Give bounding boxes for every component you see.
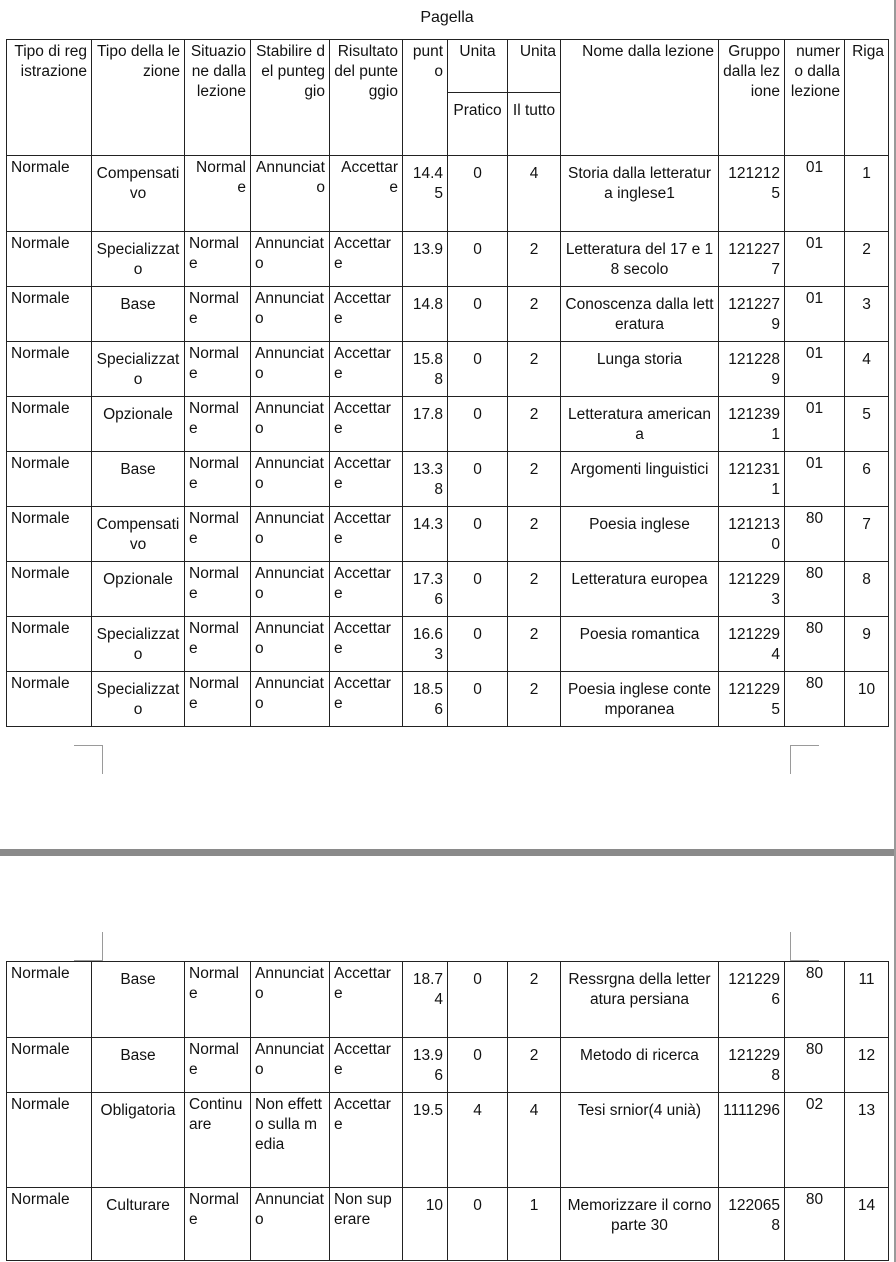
cell-situazione: Normale — [185, 1038, 251, 1093]
cell-stabilire: Annunciato — [251, 617, 330, 672]
header-unita-pratico: Pratico — [448, 93, 508, 156]
cell-gruppo: 1212295 — [719, 672, 785, 727]
cell-stabilire: Annunciato — [251, 287, 330, 342]
cell-nome-lezione: Letteratura del 17 e 18 secolo — [561, 232, 719, 287]
cell-stabilire: Annunciato — [251, 156, 330, 232]
cell-gruppo: 1212296 — [719, 962, 785, 1038]
cell-unita-tutto: 2 — [508, 672, 561, 727]
cell-gruppo: 1212293 — [719, 562, 785, 617]
cell-riga: 13 — [845, 1093, 889, 1188]
table-row — [7, 617, 889, 672]
cell-risultato: Accettare — [330, 452, 403, 507]
cell-unita-tutto: 4 — [508, 156, 561, 232]
cell-gruppo: 1212125 — [719, 156, 785, 232]
cell-unita-pratico: 0 — [448, 672, 508, 727]
cell-gruppo: 1212289 — [719, 342, 785, 397]
cell-numero: 80 — [785, 1188, 845, 1261]
page-margin-mark — [74, 745, 103, 774]
table-row — [7, 507, 889, 562]
cell-numero: 01 — [785, 156, 845, 232]
cell-gruppo: 1212294 — [719, 617, 785, 672]
cell-unita-tutto: 2 — [508, 617, 561, 672]
cell-nome-lezione: Memorizzare il corno parte 30 — [561, 1188, 719, 1261]
cell-numero: 01 — [785, 452, 845, 507]
cell-nome-lezione: Poesia romantica — [561, 617, 719, 672]
cell-numero: 02 — [785, 1093, 845, 1188]
cell-tipo-lezione: Obligatoria — [92, 1093, 185, 1188]
cell-unita-pratico: 0 — [448, 1188, 508, 1261]
cell-stabilire: Annunciato — [251, 507, 330, 562]
cell-unita-tutto: 2 — [508, 287, 561, 342]
cell-punto: 18.74 — [403, 962, 448, 1038]
cell-nome-lezione: Conoscenza dalla letteratura — [561, 287, 719, 342]
header-situazione: Situazione dalla lezione — [185, 40, 251, 156]
cell-gruppo: 1212277 — [719, 232, 785, 287]
cell-unita-pratico: 0 — [448, 962, 508, 1038]
cell-risultato: Accettare — [330, 562, 403, 617]
cell-numero: 80 — [785, 962, 845, 1038]
cell-unita-pratico: 0 — [448, 562, 508, 617]
cell-unita-pratico: 0 — [448, 617, 508, 672]
cell-punto: 13.9 — [403, 232, 448, 287]
cell-situazione: Normale — [185, 672, 251, 727]
cell-tipo-registrazione: Normale — [7, 397, 92, 452]
table-row — [7, 287, 889, 342]
cell-riga: 11 — [845, 962, 889, 1038]
header-stabilire: Stabilire del punteggio — [251, 40, 330, 156]
cell-tipo-registrazione: Normale — [7, 287, 92, 342]
header-tipo-lezione: Tipo della lezione — [92, 40, 185, 156]
cell-unita-tutto: 2 — [508, 507, 561, 562]
cell-tipo-registrazione: Normale — [7, 562, 92, 617]
cell-unita-tutto: 2 — [508, 342, 561, 397]
cell-gruppo: 1220658 — [719, 1188, 785, 1261]
cell-unita-pratico: 0 — [448, 287, 508, 342]
cell-situazione: Normale — [185, 962, 251, 1038]
cell-nome-lezione: Metodo di ricerca — [561, 1038, 719, 1093]
cell-risultato: Accettare — [330, 507, 403, 562]
cell-riga: 8 — [845, 562, 889, 617]
cell-tipo-registrazione: Normale — [7, 672, 92, 727]
cell-risultato: Accettare — [330, 397, 403, 452]
page-margin-mark — [74, 932, 103, 961]
cell-risultato: Accettare — [330, 156, 403, 232]
cell-tipo-lezione: Culturare — [92, 1188, 185, 1261]
page-margin-mark — [790, 932, 819, 961]
cell-riga: 10 — [845, 672, 889, 727]
cell-riga: 6 — [845, 452, 889, 507]
header-gruppo: Gruppo dalla lezione — [719, 40, 785, 156]
table-body-page-1 — [7, 156, 889, 727]
cell-risultato: Accettare — [330, 962, 403, 1038]
table-row — [7, 397, 889, 452]
cell-unita-pratico: 0 — [448, 156, 508, 232]
grades-table-page-2 — [6, 961, 889, 1261]
cell-numero: 01 — [785, 287, 845, 342]
cell-nome-lezione: Letteratura europea — [561, 562, 719, 617]
cell-nome-lezione: Ressrgna della letteratura persiana — [561, 962, 719, 1038]
cell-riga: 1 — [845, 156, 889, 232]
header-punto: punto — [403, 40, 448, 156]
cell-unita-tutto: 2 — [508, 452, 561, 507]
cell-tipo-registrazione: Normale — [7, 1093, 92, 1188]
cell-situazione: Normale — [185, 617, 251, 672]
table-row — [7, 962, 889, 1038]
cell-punto: 14.8 — [403, 287, 448, 342]
cell-nome-lezione: Poesia inglese contemporanea — [561, 672, 719, 727]
cell-numero: 80 — [785, 617, 845, 672]
cell-tipo-lezione: Compensativo — [92, 156, 185, 232]
cell-unita-pratico: 4 — [448, 1093, 508, 1188]
cell-nome-lezione: Storia dalla letteratura inglese1 — [561, 156, 719, 232]
header-riga: Riga — [845, 40, 889, 156]
header-unita-tutto-top: Unita — [508, 40, 561, 93]
cell-punto: 16.63 — [403, 617, 448, 672]
header-unita-pratico-top: Unita — [448, 40, 508, 93]
cell-tipo-lezione: Opzionale — [92, 397, 185, 452]
table-row — [7, 562, 889, 617]
cell-punto: 15.88 — [403, 342, 448, 397]
cell-punto: 18.56 — [403, 672, 448, 727]
cell-numero: 80 — [785, 1038, 845, 1093]
cell-riga: 4 — [845, 342, 889, 397]
cell-situazione: Normale — [185, 507, 251, 562]
cell-unita-tutto: 2 — [508, 562, 561, 617]
cell-stabilire: Annunciato — [251, 962, 330, 1038]
cell-nome-lezione: Argomenti linguistici — [561, 452, 719, 507]
cell-numero: 80 — [785, 562, 845, 617]
page-break-separator — [0, 849, 896, 856]
header-numero: numero dalla lezione — [785, 40, 845, 156]
cell-unita-pratico: 0 — [448, 232, 508, 287]
cell-riga: 2 — [845, 232, 889, 287]
cell-gruppo: 1212311 — [719, 452, 785, 507]
cell-stabilire: Annunciato — [251, 397, 330, 452]
cell-punto: 14.3 — [403, 507, 448, 562]
table-row — [7, 232, 889, 287]
cell-unita-pratico: 0 — [448, 342, 508, 397]
cell-stabilire: Non effetto sulla media — [251, 1093, 330, 1188]
cell-nome-lezione: Poesia inglese — [561, 507, 719, 562]
cell-tipo-lezione: Base — [92, 287, 185, 342]
table-row — [7, 1188, 889, 1261]
table-row — [7, 1093, 889, 1188]
header-nome: Nome dalla lezione — [561, 40, 719, 156]
cell-situazione: Normale — [185, 156, 251, 232]
cell-risultato: Accettare — [330, 1038, 403, 1093]
cell-unita-tutto: 2 — [508, 1038, 561, 1093]
cell-risultato: Accettare — [330, 617, 403, 672]
cell-tipo-registrazione: Normale — [7, 452, 92, 507]
cell-risultato: Accettare — [330, 232, 403, 287]
cell-punto: 13.38 — [403, 452, 448, 507]
cell-risultato: Accettare — [330, 287, 403, 342]
cell-tipo-registrazione: Normale — [7, 507, 92, 562]
cell-riga: 9 — [845, 617, 889, 672]
cell-tipo-registrazione: Normale — [7, 1188, 92, 1261]
cell-punto: 14.45 — [403, 156, 448, 232]
cell-riga: 14 — [845, 1188, 889, 1261]
cell-tipo-registrazione: Normale — [7, 1038, 92, 1093]
cell-unita-pratico: 0 — [448, 1038, 508, 1093]
cell-unita-tutto: 2 — [508, 962, 561, 1038]
header-risultato: Risultato del punteggio — [330, 40, 403, 156]
cell-tipo-lezione: Base — [92, 452, 185, 507]
cell-tipo-registrazione: Normale — [7, 962, 92, 1038]
cell-stabilire: Annunciato — [251, 1188, 330, 1261]
cell-situazione: Continuare — [185, 1093, 251, 1188]
cell-unita-tutto: 2 — [508, 397, 561, 452]
cell-situazione: Normale — [185, 397, 251, 452]
cell-risultato: Accettare — [330, 1093, 403, 1188]
page-margin-mark — [790, 745, 819, 774]
cell-punto: 19.5 — [403, 1093, 448, 1188]
cell-tipo-lezione: Specializzato — [92, 672, 185, 727]
cell-riga: 3 — [845, 287, 889, 342]
cell-numero: 80 — [785, 507, 845, 562]
cell-risultato: Non superare — [330, 1188, 403, 1261]
cell-numero: 01 — [785, 342, 845, 397]
cell-unita-tutto: 4 — [508, 1093, 561, 1188]
cell-numero: 01 — [785, 397, 845, 452]
table-body-page-2 — [7, 962, 889, 1261]
cell-situazione: Normale — [185, 342, 251, 397]
cell-tipo-registrazione: Normale — [7, 617, 92, 672]
cell-risultato: Accettare — [330, 672, 403, 727]
cell-stabilire: Annunciato — [251, 1038, 330, 1093]
cell-tipo-lezione: Specializzato — [92, 342, 185, 397]
cell-unita-pratico: 0 — [448, 452, 508, 507]
cell-nome-lezione: Tesi srnior(4 unià) — [561, 1093, 719, 1188]
cell-tipo-lezione: Compensativo — [92, 507, 185, 562]
cell-tipo-registrazione: Normale — [7, 156, 92, 232]
cell-numero: 01 — [785, 232, 845, 287]
table-row — [7, 342, 889, 397]
cell-gruppo: 1212130 — [719, 507, 785, 562]
table-row — [7, 1038, 889, 1093]
cell-situazione: Normale — [185, 562, 251, 617]
cell-situazione: Normale — [185, 232, 251, 287]
cell-unita-tutto: 2 — [508, 232, 561, 287]
cell-riga: 7 — [845, 507, 889, 562]
cell-punto: 10 — [403, 1188, 448, 1261]
cell-situazione: Normale — [185, 287, 251, 342]
cell-numero: 80 — [785, 672, 845, 727]
cell-stabilire: Annunciato — [251, 672, 330, 727]
cell-unita-pratico: 0 — [448, 397, 508, 452]
cell-stabilire: Annunciato — [251, 452, 330, 507]
cell-risultato: Accettare — [330, 342, 403, 397]
cell-riga: 5 — [845, 397, 889, 452]
cell-gruppo: 1212279 — [719, 287, 785, 342]
cell-nome-lezione: Letteratura americana — [561, 397, 719, 452]
grades-table-page-1 — [6, 39, 889, 727]
cell-unita-pratico: 0 — [448, 507, 508, 562]
cell-tipo-lezione: Opzionale — [92, 562, 185, 617]
cell-unita-tutto: 1 — [508, 1188, 561, 1261]
cell-tipo-registrazione: Normale — [7, 342, 92, 397]
cell-riga: 12 — [845, 1038, 889, 1093]
header-unita-tutto: Il tutto — [508, 93, 561, 156]
cell-punto: 17.8 — [403, 397, 448, 452]
cell-punto: 13.96 — [403, 1038, 448, 1093]
cell-tipo-lezione: Specializzato — [92, 617, 185, 672]
document-title: Pagella — [420, 9, 474, 26]
table-row — [7, 672, 889, 727]
cell-stabilire: Annunciato — [251, 232, 330, 287]
cell-tipo-registrazione: Normale — [7, 232, 92, 287]
table-row — [7, 452, 889, 507]
cell-gruppo: 1212391 — [719, 397, 785, 452]
cell-tipo-lezione: Specializzato — [92, 232, 185, 287]
header-tipo-registrazione: Tipo di registrazione — [7, 40, 92, 156]
cell-gruppo: 1212298 — [719, 1038, 785, 1093]
cell-stabilire: Annunciato — [251, 342, 330, 397]
cell-tipo-lezione: Base — [92, 962, 185, 1038]
cell-gruppo: 1111296 — [719, 1093, 785, 1188]
cell-stabilire: Annunciato — [251, 562, 330, 617]
cell-situazione: Normale — [185, 452, 251, 507]
table-row — [7, 156, 889, 232]
cell-punto: 17.36 — [403, 562, 448, 617]
cell-nome-lezione: Lunga storia — [561, 342, 719, 397]
cell-situazione: Normale — [185, 1188, 251, 1261]
cell-tipo-lezione: Base — [92, 1038, 185, 1093]
